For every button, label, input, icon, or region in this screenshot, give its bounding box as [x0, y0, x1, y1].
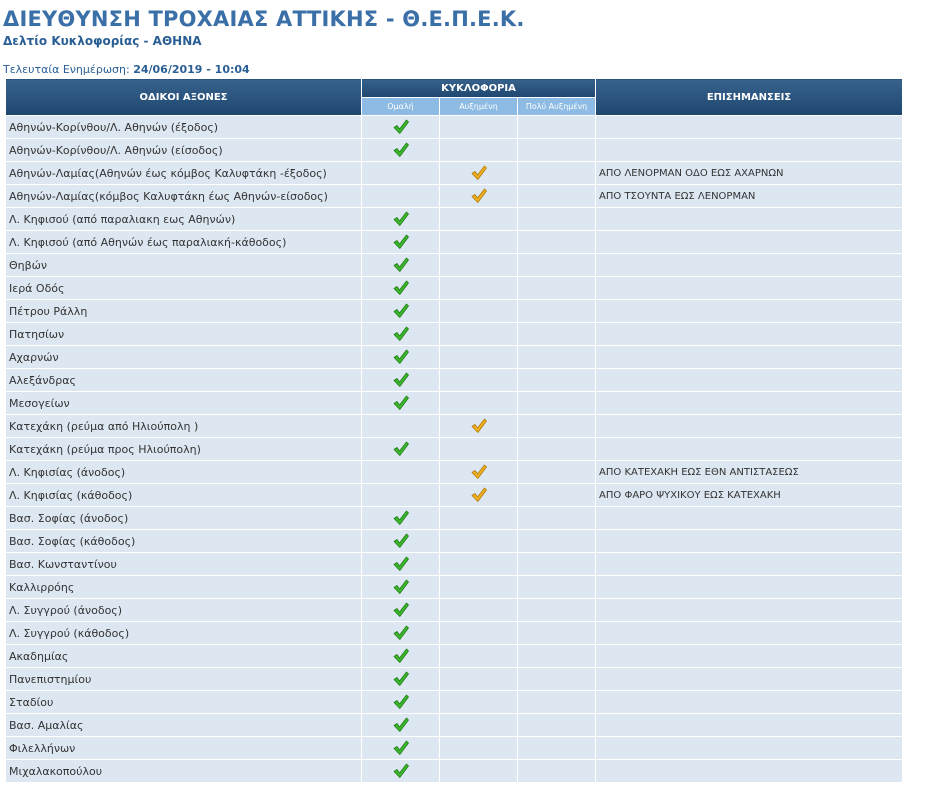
green-check-icon [392, 371, 410, 389]
status-increased-cell [440, 599, 518, 622]
status-very-increased-cell [518, 162, 596, 185]
status-increased-cell [440, 461, 518, 484]
table-row [6, 185, 903, 208]
status-increased-cell [440, 369, 518, 392]
road-note: ΑΠΟ ΤΣΟΥΝΤΑ ΕΩΣ ΛΕΝΟΡΜΑΝ [596, 185, 903, 208]
road-note [596, 323, 903, 346]
green-check-icon [392, 394, 410, 412]
table-row [6, 576, 903, 599]
road-note [596, 622, 903, 645]
green-check-icon [392, 693, 410, 711]
table-row [6, 254, 903, 277]
road-name: Λ. Συγγρού (κάθοδος) [6, 622, 362, 645]
traffic-rows [6, 116, 903, 783]
orange-check-icon [470, 164, 488, 182]
road-note [596, 737, 903, 760]
road-name: Βασ. Σοφίας (κάθοδος) [6, 530, 362, 553]
road-name: Πανεπιστημίου [6, 668, 362, 691]
status-very-increased-cell [518, 323, 596, 346]
table-row [6, 668, 903, 691]
status-very-increased-cell [518, 438, 596, 461]
road-note [596, 277, 903, 300]
status-very-increased-cell [518, 231, 596, 254]
road-note [596, 760, 903, 783]
header-traffic: ΚΥΚΛΟΦΟΡΙΑ [362, 79, 596, 98]
status-very-increased-cell [518, 346, 596, 369]
green-check-icon [392, 647, 410, 665]
status-very-increased-cell [518, 277, 596, 300]
table-row [6, 162, 903, 185]
road-name: Ακαδημίας [6, 645, 362, 668]
status-very-increased-cell [518, 599, 596, 622]
status-normal-cell [362, 116, 440, 139]
status-increased-cell [440, 185, 518, 208]
green-check-icon [392, 509, 410, 527]
status-very-increased-cell [518, 300, 596, 323]
table-row [6, 231, 903, 254]
status-very-increased-cell [518, 737, 596, 760]
status-very-increased-cell [518, 392, 596, 415]
road-note [596, 576, 903, 599]
green-check-icon [392, 624, 410, 642]
road-name: Αθηνών-Κορίνθου/Λ. Αθηνών (είσοδος) [6, 139, 362, 162]
status-normal-cell [362, 438, 440, 461]
road-note [596, 116, 903, 139]
status-very-increased-cell [518, 691, 596, 714]
road-note [596, 415, 903, 438]
road-note [596, 530, 903, 553]
green-check-icon [392, 762, 410, 780]
status-normal-cell [362, 691, 440, 714]
status-increased-cell [440, 576, 518, 599]
status-increased-cell [440, 737, 518, 760]
road-note [596, 507, 903, 530]
table-row [6, 208, 903, 231]
road-name: Βασ. Αμαλίας [6, 714, 362, 737]
status-normal-cell [362, 668, 440, 691]
road-note [596, 300, 903, 323]
status-increased-cell [440, 415, 518, 438]
page-title: ΔΙΕΥΘΥΝΣΗ ΤΡΟΧΑΙΑΣ ΑΤΤΙΚΗΣ - Θ.Ε.Π.Ε.Κ. [3, 7, 525, 31]
road-note [596, 369, 903, 392]
status-increased-cell [440, 507, 518, 530]
road-name: Βασ. Κωνσταντίνου [6, 553, 362, 576]
status-normal-cell [362, 530, 440, 553]
road-name: Θηβών [6, 254, 362, 277]
status-increased-cell [440, 530, 518, 553]
status-increased-cell [440, 714, 518, 737]
status-normal-cell [362, 392, 440, 415]
road-name: Μεσογείων [6, 392, 362, 415]
road-note [596, 553, 903, 576]
status-very-increased-cell [518, 185, 596, 208]
road-name: Φιλελλήνων [6, 737, 362, 760]
road-name: Μιχαλακοπούλου [6, 760, 362, 783]
status-increased-cell [440, 116, 518, 139]
table-row [6, 599, 903, 622]
status-normal-cell [362, 415, 440, 438]
table-row [6, 139, 903, 162]
road-name: Κατεχάκη (ρεύμα από Ηλιούπολη ) [6, 415, 362, 438]
status-very-increased-cell [518, 208, 596, 231]
road-name: Λ. Κηφισίας (άνοδος) [6, 461, 362, 484]
status-normal-cell [362, 507, 440, 530]
status-very-increased-cell [518, 622, 596, 645]
table-row [6, 553, 903, 576]
table-row [6, 346, 903, 369]
road-note [596, 599, 903, 622]
road-note [596, 208, 903, 231]
status-normal-cell [362, 231, 440, 254]
green-check-icon [392, 302, 410, 320]
status-normal-cell [362, 645, 440, 668]
road-name: Ιερά Οδός [6, 277, 362, 300]
table-row [6, 116, 903, 139]
table-row [6, 323, 903, 346]
road-note [596, 668, 903, 691]
green-check-icon [392, 118, 410, 136]
road-name: Αλεξάνδρας [6, 369, 362, 392]
status-increased-cell [440, 208, 518, 231]
green-check-icon [392, 141, 410, 159]
road-name: Αθηνών-Λαμίας(κόμβος Καλυφτάκη έως Αθηνών-είσοδος) [6, 185, 362, 208]
orange-check-icon [470, 187, 488, 205]
table-row [6, 622, 903, 645]
header-roads: ΟΔΙΚΟΙ ΑΞΟΝΕΣ [6, 79, 362, 116]
green-check-icon [392, 256, 410, 274]
header-notes: ΕΠΙΣΗΜΑΝΣΕΙΣ [596, 79, 903, 116]
road-name: Κατεχάκη (ρεύμα προς Ηλιούπολη) [6, 438, 362, 461]
road-note [596, 346, 903, 369]
road-note [596, 438, 903, 461]
status-increased-cell [440, 300, 518, 323]
status-normal-cell [362, 553, 440, 576]
subheader-normal: Ομαλή [362, 98, 440, 116]
table-row [6, 484, 903, 507]
road-name: Λ. Κηφισού (από παραλιακη εως Αθηνών) [6, 208, 362, 231]
table-row [6, 438, 903, 461]
status-increased-cell [440, 438, 518, 461]
green-check-icon [392, 440, 410, 458]
table-row [6, 760, 903, 783]
green-check-icon [392, 578, 410, 596]
green-check-icon [392, 670, 410, 688]
green-check-icon [392, 532, 410, 550]
green-check-icon [392, 233, 410, 251]
subheader-increased: Αυξημένη [440, 98, 518, 116]
road-note: ΑΠΟ ΦΑΡΟ ΨΥΧΙΚΟΥ ΕΩΣ ΚΑΤΕΧΑΚΗ [596, 484, 903, 507]
status-very-increased-cell [518, 116, 596, 139]
table-row [6, 461, 903, 484]
road-name: Πατησίων [6, 323, 362, 346]
page-subtitle: Δελτίο Κυκλοφορίας - ΑΘΗΝΑ [3, 34, 202, 48]
status-increased-cell [440, 231, 518, 254]
status-very-increased-cell [518, 254, 596, 277]
green-check-icon [392, 716, 410, 734]
road-note [596, 139, 903, 162]
status-increased-cell [440, 277, 518, 300]
status-very-increased-cell [518, 484, 596, 507]
status-normal-cell [362, 346, 440, 369]
status-very-increased-cell [518, 760, 596, 783]
road-note: ΑΠΟ ΛΕΝΟΡΜΑΝ ΟΔΟ ΕΩΣ ΑΧΑΡΝΩΝ [596, 162, 903, 185]
table-row [6, 737, 903, 760]
status-very-increased-cell [518, 553, 596, 576]
status-increased-cell [440, 392, 518, 415]
status-increased-cell [440, 553, 518, 576]
status-normal-cell [362, 484, 440, 507]
road-name: Λ. Κηφισού (από Αθηνών έως παραλιακή-κάθοδος) [6, 231, 362, 254]
status-normal-cell [362, 162, 440, 185]
road-name: Πέτρου Ράλλη [6, 300, 362, 323]
status-very-increased-cell [518, 645, 596, 668]
green-check-icon [392, 279, 410, 297]
status-normal-cell [362, 599, 440, 622]
status-normal-cell [362, 737, 440, 760]
status-increased-cell [440, 346, 518, 369]
table-row [6, 530, 903, 553]
orange-check-icon [470, 486, 488, 504]
table-row [6, 507, 903, 530]
green-check-icon [392, 601, 410, 619]
table-row [6, 415, 903, 438]
status-increased-cell [440, 760, 518, 783]
status-normal-cell [362, 622, 440, 645]
status-very-increased-cell [518, 576, 596, 599]
table-row [6, 300, 903, 323]
status-normal-cell [362, 576, 440, 599]
status-increased-cell [440, 691, 518, 714]
status-normal-cell [362, 139, 440, 162]
green-check-icon [392, 325, 410, 343]
status-normal-cell [362, 300, 440, 323]
road-name: Λ. Συγγρού (άνοδος) [6, 599, 362, 622]
last-update-label: Τελευταία Ενημέρωση: [3, 63, 130, 76]
status-very-increased-cell [518, 139, 596, 162]
last-update-value: 24/06/2019 - 10:04 [133, 63, 250, 76]
road-note [596, 714, 903, 737]
status-normal-cell [362, 714, 440, 737]
road-note [596, 691, 903, 714]
table-row [6, 277, 903, 300]
status-normal-cell [362, 760, 440, 783]
green-check-icon [392, 210, 410, 228]
road-note [596, 645, 903, 668]
status-increased-cell [440, 254, 518, 277]
status-very-increased-cell [518, 415, 596, 438]
green-check-icon [392, 739, 410, 757]
road-note [596, 231, 903, 254]
green-check-icon [392, 555, 410, 573]
status-increased-cell [440, 645, 518, 668]
status-very-increased-cell [518, 461, 596, 484]
road-name: Καλλιρρόης [6, 576, 362, 599]
road-note [596, 392, 903, 415]
road-name: Αθηνών-Κορίνθου/Λ. Αθηνών (έξοδος) [6, 116, 362, 139]
status-very-increased-cell [518, 369, 596, 392]
status-increased-cell [440, 323, 518, 346]
status-normal-cell [362, 461, 440, 484]
table-row [6, 691, 903, 714]
green-check-icon [392, 348, 410, 366]
road-name: Αχαρνών [6, 346, 362, 369]
table-row [6, 369, 903, 392]
status-very-increased-cell [518, 714, 596, 737]
status-very-increased-cell [518, 507, 596, 530]
road-note [596, 254, 903, 277]
status-normal-cell [362, 185, 440, 208]
road-name: Λ. Κηφισίας (κάθοδος) [6, 484, 362, 507]
status-very-increased-cell [518, 530, 596, 553]
last-update [3, 63, 250, 76]
road-name: Αθηνών-Λαμίας(Αθηνών έως κόμβος Καλυφτάκη -έξοδος) [6, 162, 362, 185]
status-normal-cell [362, 369, 440, 392]
status-increased-cell [440, 668, 518, 691]
orange-check-icon [470, 463, 488, 481]
status-very-increased-cell [518, 668, 596, 691]
status-increased-cell [440, 162, 518, 185]
status-increased-cell [440, 622, 518, 645]
status-increased-cell [440, 484, 518, 507]
table-row [6, 392, 903, 415]
orange-check-icon [470, 417, 488, 435]
road-note: ΑΠΟ ΚΑΤΕΧΑΚΗ ΕΩΣ ΕΘΝ ΑΝΤΙΣΤΑΣΕΩΣ [596, 461, 903, 484]
table-row [6, 645, 903, 668]
status-increased-cell [440, 139, 518, 162]
road-name: Σταδίου [6, 691, 362, 714]
road-name: Βασ. Σοφίας (άνοδος) [6, 507, 362, 530]
traffic-table [5, 78, 903, 783]
status-normal-cell [362, 208, 440, 231]
status-normal-cell [362, 277, 440, 300]
status-normal-cell [362, 254, 440, 277]
subheader-very-increased: Πολύ Αυξημένη [518, 98, 596, 116]
table-row [6, 714, 903, 737]
status-normal-cell [362, 323, 440, 346]
